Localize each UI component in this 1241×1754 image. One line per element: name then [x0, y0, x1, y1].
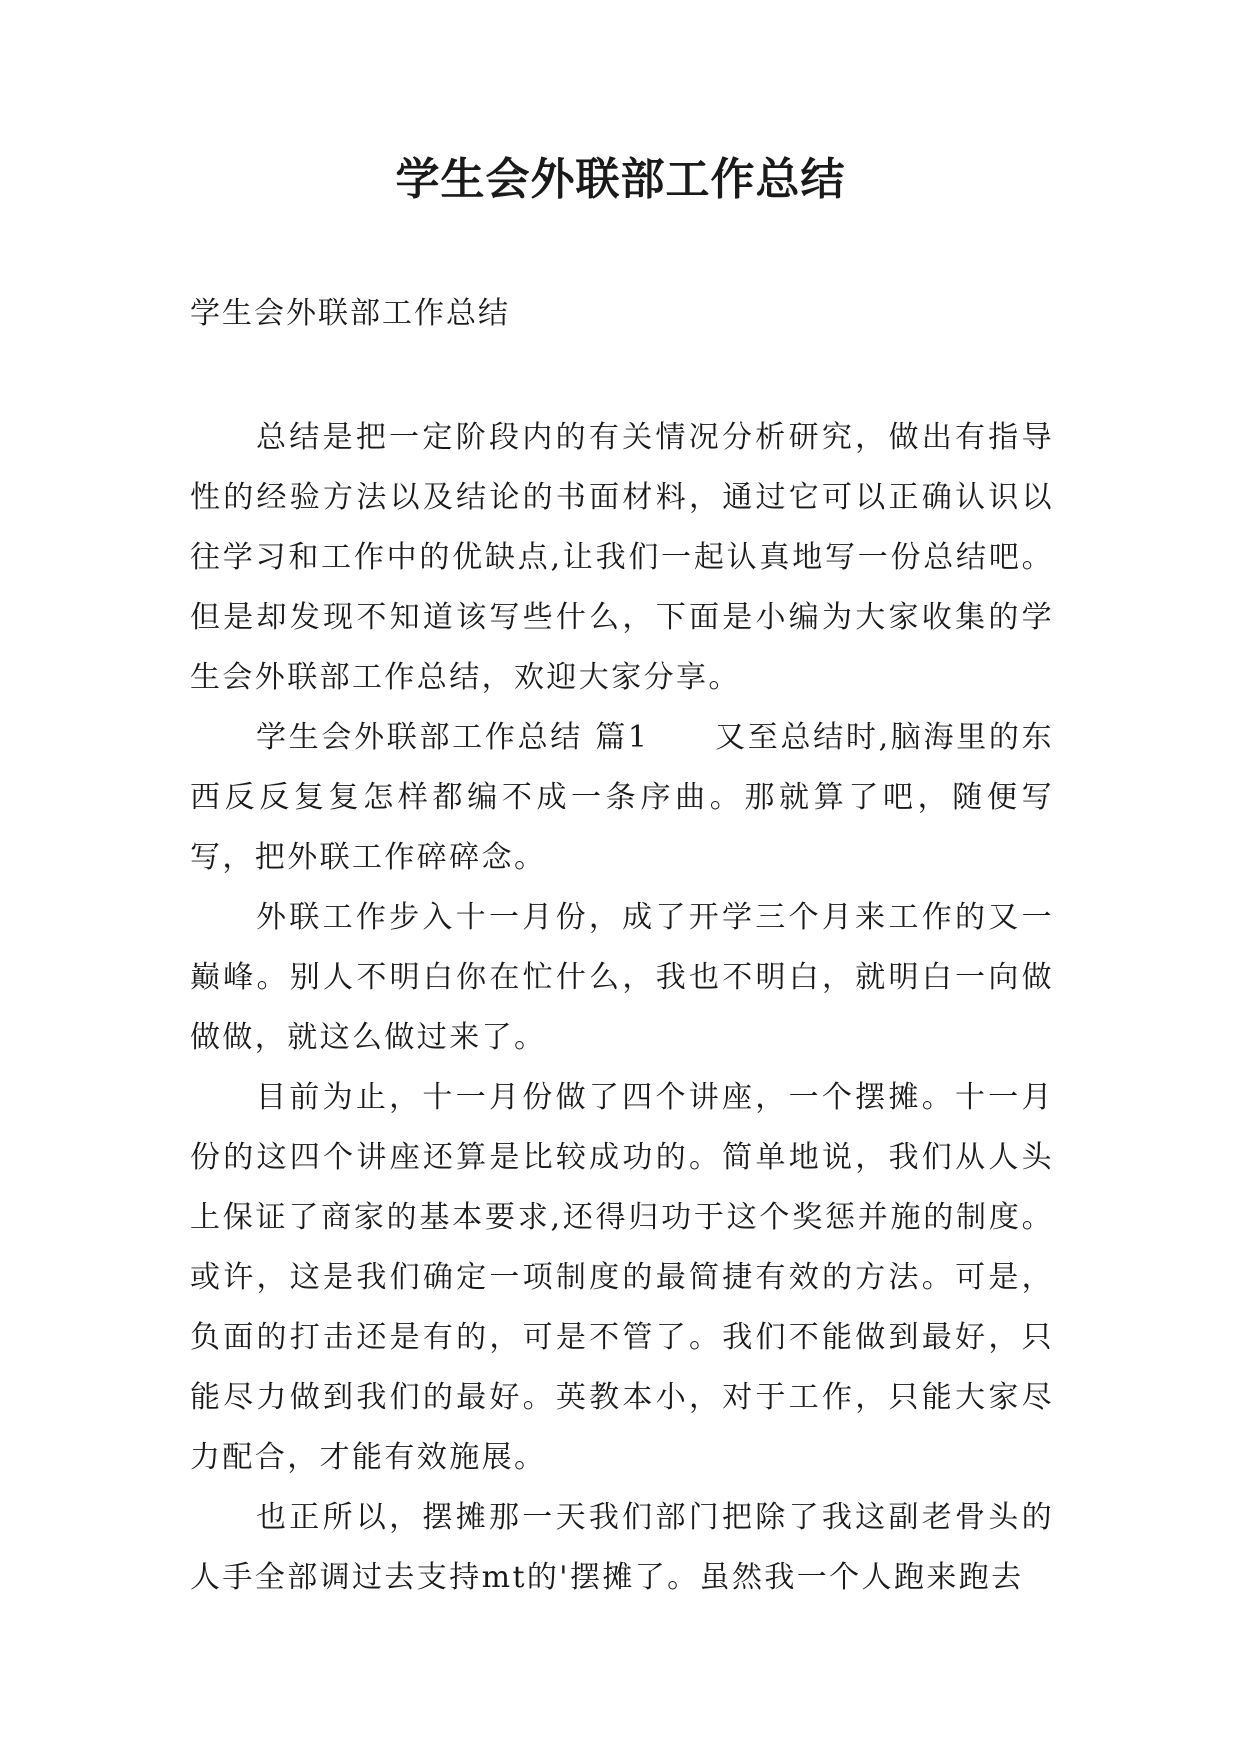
- paragraph-section-1-opening: 学生会外联部工作总结 篇1 又至总结时,脑海里的东西反反复复怎样都编不成一条序曲。那就算了吧，随便写写，把外联工作碎碎念。: [190, 720, 1054, 875]
- paragraph-lectures: 目前为止，十一月份做了四个讲座，一个摆摊。十一月份的这四个讲座还算是比较成功的。简单地说，我们从人头上保证了商家的基本要求,还得归功于这个奖惩并施的制度。或许，这是我们确定一项制度的最简捷有效的方法。可是，负面的打击还是有的，可是不管了。我们不能做到最好，只能尽力做到我们的最好。英教本小，对于工作，只能大家尽力配合，才能有效施展。: [190, 1080, 1054, 1475]
- document-subtitle: 学生会外联部工作总结: [190, 296, 510, 331]
- paragraph-november-work: 外联工作步入十一月份，成了开学三个月来工作的又一巅峰。别人不明白你在忙什么，我也不明白，就明白一向做做做，就这么做过来了。: [190, 900, 1054, 1055]
- document-title: 学生会外联部工作总结: [395, 154, 846, 205]
- document-body: [190, 408, 1054, 1608]
- paragraph-intro: 总结是把一定阶段内的有关情况分析研究，做出有指导性的经验方法以及结论的书面材料，通过它可以正确认识以往学习和工作中的优缺点,让我们一起认真地写一份总结吧。但是却发现不知道该写些什么，下面是小编为大家收集的学生会外联部工作总结，欢迎大家分享。: [190, 420, 1054, 695]
- paragraph-stall-day: 也正所以，摆摊那一天我们部门把除了我这副老骨头的人手全部调过去支持mt的'摆摊了。虽然我一个人跑来跑去: [190, 1500, 1054, 1595]
